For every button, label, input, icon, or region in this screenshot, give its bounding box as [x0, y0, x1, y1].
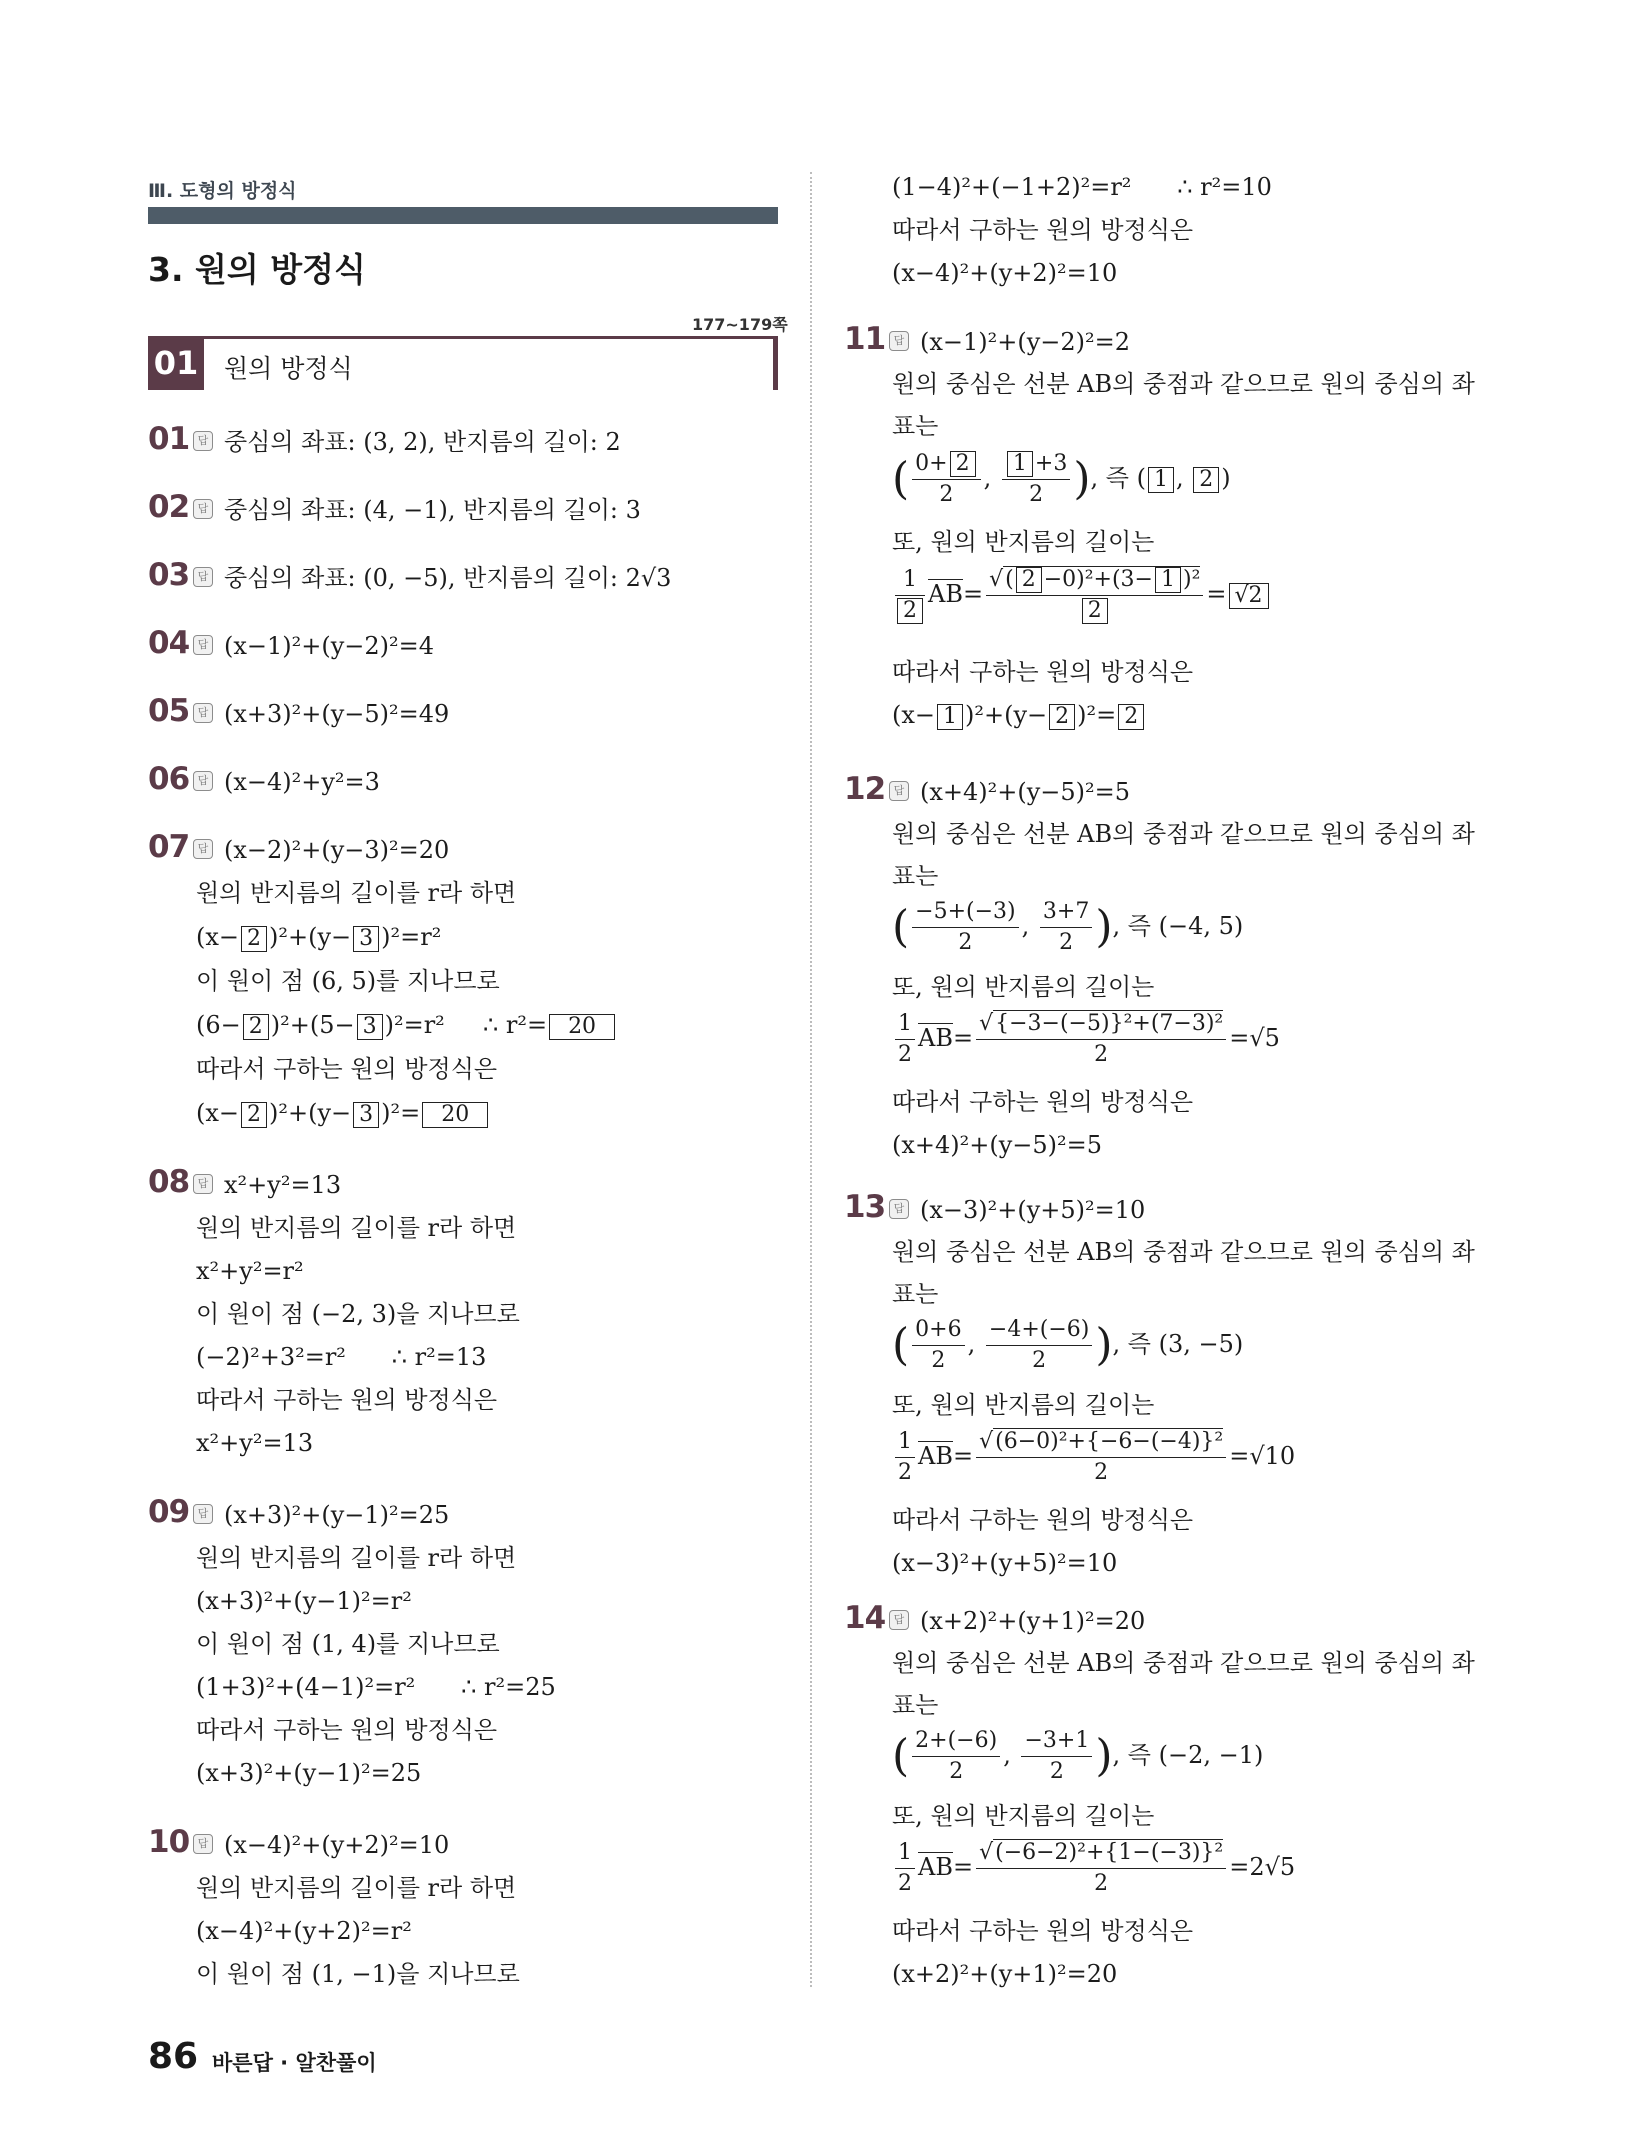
answer-text: (x−3)²+(y+5)²=10 — [920, 1196, 1146, 1224]
answer-icon: 답 — [889, 331, 909, 351]
solution-line: 이 원이 점 (1, 4)를 지나므로 — [196, 1630, 500, 1658]
solution-line: 원의 반지름의 길이를 r라 하면 — [196, 879, 517, 907]
answer-icon: 답 — [193, 839, 213, 859]
problem-number: 04 — [148, 625, 190, 661]
solution-line: (x+3)²+(y−1)²=r² — [196, 1587, 412, 1615]
answer-icon: 답 — [193, 499, 213, 519]
problem-number: 09 — [148, 1494, 190, 1530]
solution-line: (x−4)²+(y+2)²=10 — [892, 259, 1118, 287]
answer-icon: 답 — [193, 567, 213, 587]
problem-number: 07 — [148, 829, 190, 865]
problem-number: 13 — [844, 1189, 886, 1225]
solution-line: (x−4)²+(y+2)²=r² — [196, 1917, 412, 1945]
solution-radius-line: $\frac{1}{2}$ AB= $\frac{\text{√\{−3−(−5)\}²+(7−3)²}}{2}$ =√5 — [892, 1009, 1280, 1070]
solution-line: (x+4)²+(y−5)²=5 — [892, 1131, 1103, 1159]
solution-line: (1+3)²+(4−1)²=r² ∴ r²=25 — [196, 1673, 556, 1701]
solution-line: 이 원이 점 (6, 5)를 지나므로 — [196, 967, 500, 995]
answer-icon: 답 — [193, 635, 213, 655]
answer-text: 중심의 좌표: (4, −1), 반지름의 길이: 3 — [224, 496, 641, 524]
problem-number: 10 — [148, 1824, 190, 1860]
answer-text: (x−4)²+y²=3 — [224, 768, 380, 796]
footer-label: 바른답 · 알찬풀이 — [212, 2051, 377, 2075]
solution-line: (x−3)²+(y+5)²=10 — [892, 1549, 1118, 1577]
solution-line: 원의 반지름의 길이를 r라 하면 — [196, 1874, 517, 1902]
solution-radius-line: $\frac{1}{2}$ AB= $\frac{\text{√( 2 −0)²+(3− 1 )²}}{2}$ = √2 — [892, 565, 1271, 626]
answer-text: (x+4)²+(y−5)²=5 — [920, 778, 1131, 806]
answer-text: (x+3)²+(y−1)²=25 — [224, 1501, 450, 1529]
solution-line: (x+2)²+(y+1)²=20 — [892, 1960, 1118, 1988]
solution-line: 따라서 구하는 원의 방정식은 — [892, 658, 1194, 686]
chapter-bar — [148, 207, 778, 224]
page-range: 177~179쪽 — [692, 315, 788, 334]
topic-title: 원의 방정식 — [224, 354, 353, 383]
solution-line: 표는 — [892, 1691, 939, 1719]
solution-line: 또, 원의 반지름의 길이는 — [892, 1802, 1155, 1830]
problem-number: 12 — [844, 771, 886, 807]
solution-line: 따라서 구하는 원의 방정식은 — [196, 1716, 498, 1744]
problem-number: 08 — [148, 1164, 190, 1200]
solution-line: 이 원이 점 (−2, 3)을 지나므로 — [196, 1300, 520, 1328]
problem-number: 02 — [148, 489, 190, 525]
solution-line: (−2)²+3²=r² ∴ r²=13 — [196, 1343, 487, 1371]
solution-line: (x− 2 )²+(y− 3 )²=r² — [196, 923, 442, 951]
solution-line: 따라서 구하는 원의 방정식은 — [892, 1506, 1194, 1534]
topic-number: 01 — [148, 336, 204, 390]
section-title: 3. 원의 방정식 — [148, 250, 366, 289]
solution-line: 원의 반지름의 길이를 r라 하면 — [196, 1544, 517, 1572]
solution-line: 이 원이 점 (1, −1)을 지나므로 — [196, 1960, 520, 1988]
solution-line: x²+y²=13 — [196, 1429, 314, 1457]
solution-radius-line: $\frac{1}{2}$ AB= $\frac{\text{√(−6−2)²+\{1−(−3)\}²}}{2}$ =2√5 — [892, 1838, 1295, 1899]
solution-line: 표는 — [892, 412, 939, 440]
problem-number: 01 — [148, 421, 190, 457]
solution-line: 따라서 구하는 원의 방정식은 — [892, 1088, 1194, 1116]
solution-line: 따라서 구하는 원의 방정식은 — [196, 1386, 498, 1414]
solution-line: 표는 — [892, 1280, 939, 1308]
solution-line: 또, 원의 반지름의 길이는 — [892, 973, 1155, 1001]
solution-line: 또, 원의 반지름의 길이는 — [892, 1391, 1155, 1419]
topic-line — [148, 336, 778, 339]
answer-icon: 답 — [193, 1834, 213, 1854]
answer-icon: 답 — [889, 1199, 909, 1219]
column-divider — [810, 172, 812, 1987]
solution-line: (1−4)²+(−1+2)²=r² ∴ r²=10 — [892, 173, 1272, 201]
solution-line: 원의 중심은 선분 AB의 중점과 같으므로 원의 중심의 좌 — [892, 820, 1475, 848]
solution-fraction-line: ( $\frac{-5+(-3)}{2}$ , $\frac{3+7}{2}$ ), 즉 (−4, 5) — [892, 899, 1244, 955]
answer-icon: 답 — [889, 1610, 909, 1630]
problem-number: 06 — [148, 761, 190, 797]
problem-number: 14 — [844, 1600, 886, 1636]
solution-radius-line: $\frac{1}{2}$ AB= $\frac{\text{√(6−0)²+\{−6−(−4)\}²}}{2}$ =√10 — [892, 1427, 1295, 1488]
answer-icon: 답 — [193, 431, 213, 451]
solution-fraction-line: ( $\frac{0+6}{2}$ , $\frac{-4+(-6)}{2}$ ), 즉 (3, −5) — [892, 1317, 1244, 1373]
answer-text: (x−1)²+(y−2)²=2 — [920, 328, 1131, 356]
problem-number: 05 — [148, 693, 190, 729]
answer-text: (x+2)²+(y+1)²=20 — [920, 1607, 1146, 1635]
answer-text: 중심의 좌표: (3, 2), 반지름의 길이: 2 — [224, 428, 621, 456]
answer-text: (x+3)²+(y−5)²=49 — [224, 700, 450, 728]
solution-fraction-line: ( $\frac{2+(-6)}{2}$ , $\frac{-3+1}{2}$ ), 즉 (−2, −1) — [892, 1728, 1264, 1784]
answer-icon: 답 — [889, 781, 909, 801]
solution-line: 원의 중심은 선분 AB의 중점과 같으므로 원의 중심의 좌 — [892, 1238, 1475, 1266]
answer-icon: 답 — [193, 1504, 213, 1524]
solution-fraction-line: ( $\frac{0+ 2}{2}$ , $\frac{1 +3}{2}$ ), 즉 ( 1 , 2 ) — [892, 451, 1231, 507]
solution-line: 원의 중심은 선분 AB의 중점과 같으므로 원의 중심의 좌 — [892, 1649, 1475, 1677]
solution-line: 따라서 구하는 원의 방정식은 — [196, 1055, 498, 1083]
answer-text: 중심의 좌표: (0, −5), 반지름의 길이: 2√3 — [224, 564, 672, 592]
solution-line: x²+y²=r² — [196, 1257, 304, 1285]
solution-line: 또, 원의 반지름의 길이는 — [892, 528, 1155, 556]
problem-number: 03 — [148, 557, 190, 593]
chapter-label: Ⅲ. 도형의 방정식 — [148, 180, 297, 202]
answer-text: (x−4)²+(y+2)²=10 — [224, 1831, 450, 1859]
solution-line: (x+3)²+(y−1)²=25 — [196, 1759, 422, 1787]
solution-line: (x− 2 )²+(y− 3 )²= 20 — [196, 1098, 490, 1128]
solution-line: 원의 반지름의 길이를 r라 하면 — [196, 1214, 517, 1242]
solution-line: 표는 — [892, 862, 939, 890]
problem-number: 11 — [844, 321, 886, 357]
solution-line: 따라서 구하는 원의 방정식은 — [892, 1917, 1194, 1945]
answer-text: x²+y²=13 — [224, 1171, 342, 1199]
answer-icon: 답 — [193, 1174, 213, 1194]
solution-line: (x− 1 )²+(y− 2 )²= 2 — [892, 700, 1146, 730]
answer-text: (x−1)²+(y−2)²=4 — [224, 632, 435, 660]
solution-line: 원의 중심은 선분 AB의 중점과 같으므로 원의 중심의 좌 — [892, 370, 1475, 398]
topic-header — [148, 336, 778, 390]
solution-line: 따라서 구하는 원의 방정식은 — [892, 216, 1194, 244]
answer-icon: 답 — [193, 703, 213, 723]
answer-text: (x−2)²+(y−3)²=20 — [224, 836, 450, 864]
solution-line: (6− 2 )²+(5− 3 )²=r² ∴ r²= 20 — [196, 1010, 617, 1040]
topic-line-right — [773, 336, 778, 390]
page-number: 86 — [148, 2036, 199, 2077]
answer-icon: 답 — [193, 771, 213, 791]
